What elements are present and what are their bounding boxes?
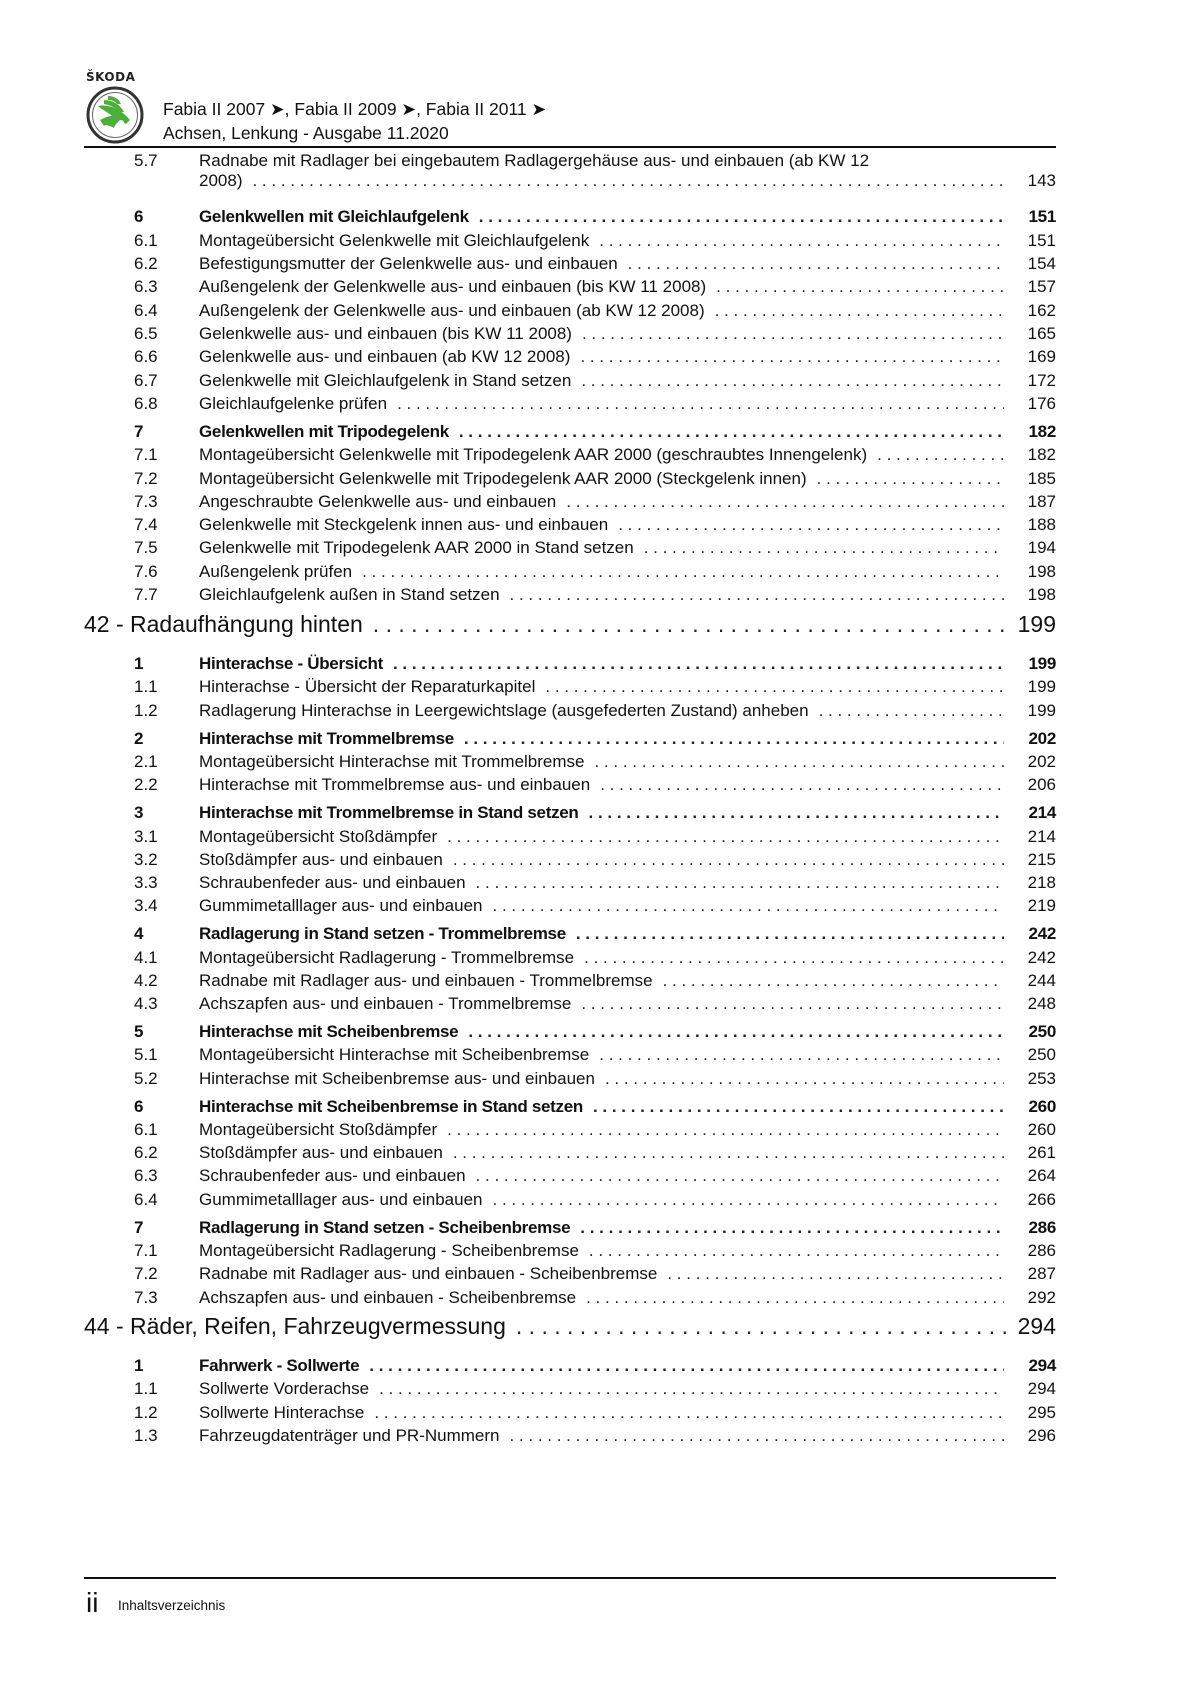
toc-entry-title-wrap — [199, 561, 1056, 583]
dot-leader — [374, 1402, 1004, 1424]
toc-entry-title-wrap — [199, 421, 1056, 443]
toc-entry-title: Befestigungsmutter der Gelenkwelle aus- und einbauen — [199, 253, 628, 275]
toc-entry-title-wrap — [199, 1096, 1056, 1118]
footer-page-number: ii — [86, 1587, 99, 1618]
toc-entry-page: 253 — [1027, 1069, 1056, 1088]
toc-entry-title-wrap — [199, 1189, 1056, 1211]
dot-leader — [476, 872, 1004, 894]
toc-entry-title-wrap — [199, 151, 1056, 192]
toc-entry-title: Gelenkwelle mit Gleichlaufgelenk in Stand setzen — [199, 370, 581, 392]
toc-entry-title: 44 - Räder, Reifen, Fahrzeugvermessung — [84, 1312, 516, 1340]
dot-leader — [509, 1425, 1004, 1447]
toc-entry-title-wrap — [199, 993, 1056, 1015]
toc-entry-number: 7.2 — [134, 1264, 158, 1283]
toc-entry-page: 199 — [1028, 654, 1056, 673]
toc-entry-page: 294 — [1017, 1313, 1056, 1339]
toc-entry-title-wrap — [199, 802, 1056, 824]
toc-entry-page: 260 — [1028, 1097, 1056, 1116]
toc-entry-number: 5 — [134, 1022, 144, 1041]
toc-entry-number: 7.5 — [134, 538, 158, 557]
dot-leader — [545, 676, 1004, 698]
toc-entry-number: 7.3 — [134, 1288, 158, 1307]
toc-entry-number: 6.5 — [134, 324, 158, 343]
toc-entry-number: 6.8 — [134, 394, 158, 413]
dot-leader — [584, 947, 1004, 969]
toc-entry-number: 6.2 — [134, 254, 158, 273]
toc-entry-page: 162 — [1027, 301, 1056, 320]
toc-entry-title: Gummimetalllager aus- und einbauen — [199, 1189, 493, 1211]
toc-entry-page: 215 — [1027, 850, 1056, 869]
toc-entry-page: 214 — [1027, 827, 1056, 846]
toc-entry-page: 185 — [1027, 469, 1056, 488]
toc-entry-page: 264 — [1027, 1166, 1056, 1185]
toc-entry-title: Gelenkwellen mit Gleichlaufgelenk — [199, 206, 479, 228]
toc-entry-page: 151 — [1028, 207, 1056, 226]
toc-entry-title: Gelenkwelle mit Tripodegelenk AAR 2000 in Stand setzen — [199, 537, 644, 559]
dot-leader — [605, 1068, 1004, 1090]
toc-entry-title-wrap — [199, 1287, 1056, 1309]
toc-entry-number: 6 — [134, 1097, 144, 1116]
dot-leader — [644, 537, 1004, 559]
toc-entry-title: Sollwerte Hinterachse — [199, 1402, 374, 1424]
toc-entry-page: 154 — [1027, 254, 1056, 273]
toc-entry-number: 5.1 — [134, 1045, 158, 1064]
toc-entry-title: Radlagerung in Stand setzen - Trommelbremse — [199, 923, 576, 945]
toc-entry-title: Gelenkwellen mit Tripodegelenk — [199, 421, 459, 443]
toc-entry-title-wrap — [199, 468, 1056, 490]
toc-entry-page: 187 — [1027, 492, 1056, 511]
dot-leader — [600, 774, 1004, 796]
toc-entry-title: Gelenkwelle mit Steckgelenk innen aus- und einbauen — [199, 514, 618, 536]
dot-leader — [599, 1044, 1004, 1066]
toc-entry-page: 294 — [1027, 1379, 1056, 1398]
dot-leader — [379, 1378, 1004, 1400]
toc-entry-title: Radnabe mit Radlager aus- und einbauen - Trommelbremse — [199, 970, 663, 992]
toc-entry-title: Hinterachse mit Scheibenbremse in Stand setzen — [199, 1096, 593, 1118]
dot-leader — [877, 444, 1004, 466]
toc-entry-title: Gummimetalllager aus- und einbauen — [199, 895, 493, 917]
document-title: Fabia II 2007 ➤, Fabia II 2009 ➤, Fabia II 2011 ➤ — [163, 99, 547, 119]
toc-entry-page: 260 — [1027, 1120, 1056, 1139]
toc-entry-page: 151 — [1027, 231, 1056, 250]
toc-entry-title-wrap — [199, 323, 1056, 345]
toc-entry-page: 202 — [1028, 729, 1056, 748]
toc-entry-title: Montageübersicht Gelenkwelle mit Tripodegelenk AAR 2000 (geschraubtes Innengelenk) — [199, 444, 877, 466]
toc-entry-title: Montageübersicht Radlagerung - Trommelbremse — [199, 947, 584, 969]
toc-entry-page: 286 — [1027, 1241, 1056, 1260]
toc-entry-title: Schraubenfeder aus- und einbauen — [199, 1165, 476, 1187]
toc-entry-title-wrap — [199, 676, 1056, 698]
toc-entry-number: 6.6 — [134, 347, 158, 366]
toc-entry-number: 6.3 — [134, 277, 158, 296]
toc-entry-page: 198 — [1027, 585, 1056, 604]
toc-entry-title-wrap — [199, 1355, 1056, 1377]
dot-leader — [252, 170, 1004, 192]
toc-entry-title: 42 - Radaufhängung hinten — [84, 610, 373, 638]
toc-entry-number: 7.1 — [134, 1241, 158, 1260]
toc-entry-title: Außengelenk der Gelenkwelle aus- und einbauen (bis KW 11 2008) — [199, 276, 716, 298]
dot-leader — [453, 849, 1004, 871]
dot-leader — [476, 1165, 1004, 1187]
toc-entry-title-wrap — [199, 774, 1056, 796]
toc-entry-title-wrap — [199, 393, 1056, 415]
toc-entry-title: Hinterachse mit Trommelbremse aus- und einbauen — [199, 774, 600, 796]
toc-entry-page: 250 — [1027, 1045, 1056, 1064]
toc-entry-page: 266 — [1027, 1190, 1056, 1209]
toc-entry-title-wrap — [199, 491, 1056, 513]
toc-entry-number: 6 — [134, 207, 144, 226]
toc-entry-number: 3.4 — [134, 896, 158, 915]
toc-entry-title-wrap — [199, 923, 1056, 945]
dot-leader — [594, 751, 1004, 773]
dot-leader — [663, 970, 1004, 992]
toc-entry-page: 218 — [1027, 873, 1056, 892]
toc-entry-title-wrap — [199, 206, 1056, 228]
dot-leader — [580, 346, 1004, 368]
dot-leader — [362, 561, 1004, 583]
toc-entry-page: 202 — [1027, 752, 1056, 771]
toc-entry-title: Montageübersicht Hinterachse mit Trommelbremse — [199, 751, 594, 773]
dot-leader — [516, 1312, 1006, 1340]
toc-entry-title-wrap — [199, 1425, 1056, 1447]
toc-entry-page: 199 — [1027, 677, 1056, 696]
toc-entry-number: 1.1 — [134, 677, 158, 696]
dot-leader — [586, 1287, 1004, 1309]
toc-entry-title-wrap — [199, 700, 1056, 722]
toc-entry-number: 1.1 — [134, 1379, 158, 1398]
toc-entry-page: 244 — [1027, 971, 1056, 990]
toc-entry-title-wrap — [199, 346, 1056, 368]
dot-leader — [667, 1263, 1004, 1285]
toc-entry-title-wrap — [199, 895, 1056, 917]
toc-entry-number: 7.6 — [134, 562, 158, 581]
dot-leader — [493, 1189, 1005, 1211]
dot-leader — [510, 584, 1004, 606]
toc-entry-page: 248 — [1027, 994, 1056, 1013]
toc-entry-page: 182 — [1027, 445, 1056, 464]
toc-entry-page: 292 — [1027, 1288, 1056, 1307]
toc-entry-title-wrap — [199, 1217, 1056, 1239]
dot-leader — [576, 923, 1004, 945]
dot-leader — [589, 802, 1004, 824]
toc-entry-page: 172 — [1027, 371, 1056, 390]
toc-entry-title: Montageübersicht Stoßdämpfer — [199, 1119, 447, 1141]
toc-entry-title-continuation: 2008) — [199, 170, 252, 192]
dot-leader — [716, 276, 1004, 298]
header-divider — [84, 146, 1056, 148]
toc-entry-page: 199 — [1027, 701, 1056, 720]
toc-entry-title-wrap — [199, 1142, 1056, 1164]
toc-entry-title-wrap — [199, 514, 1056, 536]
toc-entry-number: 1.3 — [134, 1426, 158, 1445]
toc-entry-title-wrap — [199, 1165, 1056, 1187]
toc-entry-page: 176 — [1027, 394, 1056, 413]
toc-entry-number: 7.3 — [134, 492, 158, 511]
toc-entry-title: Gelenkwelle aus- und einbauen (ab KW 12 2008) — [199, 346, 580, 368]
dot-leader — [618, 514, 1004, 536]
dot-leader — [628, 253, 1004, 275]
toc-entry-title-wrap — [199, 872, 1056, 894]
toc-entry-title-wrap — [84, 610, 1056, 638]
toc-entry-title-wrap — [199, 253, 1056, 275]
dot-leader — [581, 993, 1004, 1015]
toc-entry-number: 4.2 — [134, 971, 158, 990]
toc-entry-page: 295 — [1027, 1403, 1056, 1422]
toc-entry-number: 7.7 — [134, 585, 158, 604]
toc-entry-number: 2 — [134, 729, 144, 748]
toc-entry-title-wrap — [199, 1240, 1056, 1262]
toc-entry-page: 250 — [1028, 1022, 1056, 1041]
toc-entry-title: Hinterachse mit Scheibenbremse aus- und einbauen — [199, 1068, 605, 1090]
toc-entry-number: 1 — [134, 654, 144, 673]
toc-entry-title-wrap — [199, 947, 1056, 969]
dot-leader — [373, 610, 1006, 638]
dot-leader — [397, 393, 1004, 415]
dot-leader — [582, 323, 1004, 345]
toc-entry-number: 6.3 — [134, 1166, 158, 1185]
toc-entry-page: 286 — [1028, 1218, 1056, 1237]
toc-entry-title-wrap — [199, 1402, 1056, 1424]
brand-wordmark: ŠKODA — [86, 70, 136, 84]
toc-entry-number: 6.1 — [134, 231, 158, 250]
toc-entry-number: 5.2 — [134, 1069, 158, 1088]
dot-leader — [580, 1217, 1004, 1239]
toc-entry-number: 1.2 — [134, 701, 158, 720]
toc-entry-page: 165 — [1027, 324, 1056, 343]
toc-entry-number: 3.3 — [134, 873, 158, 892]
toc-entry-page: 219 — [1027, 896, 1056, 915]
dot-leader — [393, 653, 1004, 675]
toc-entry-page: 199 — [1017, 611, 1056, 637]
toc-entry-title-wrap — [199, 751, 1056, 773]
toc-entry-title: Montageübersicht Radlagerung - Scheibenbremse — [199, 1240, 589, 1262]
toc-entry-page: 169 — [1027, 347, 1056, 366]
toc-entry-number: 2.2 — [134, 775, 158, 794]
toc-entry-title: Montageübersicht Gelenkwelle mit Tripodegelenk AAR 2000 (Steckgelenk innen) — [199, 468, 817, 490]
toc-entry-title: Montageübersicht Gelenkwelle mit Gleichlaufgelenk — [199, 230, 599, 252]
toc-entry-number: 1 — [134, 1356, 144, 1375]
toc-entry-title: Achszapfen aus- und einbauen - Trommelbremse — [199, 993, 581, 1015]
toc-entry-title: Hinterachse - Übersicht der Reparaturkapitel — [199, 676, 545, 698]
toc-entry-number: 3 — [134, 803, 144, 822]
toc-entry-title-wrap — [199, 1378, 1056, 1400]
toc-entry-number: 3.1 — [134, 827, 158, 846]
toc-entry-title-wrap — [199, 826, 1056, 848]
toc-entry-title: Hinterachse mit Trommelbremse — [199, 728, 464, 750]
toc-entry-title-wrap — [199, 1119, 1056, 1141]
toc-entry-page: 188 — [1027, 515, 1056, 534]
toc-entry-number: 4 — [134, 924, 144, 943]
toc-entry-title-wrap — [199, 444, 1056, 466]
toc-entry-number: 7 — [134, 1218, 144, 1237]
toc-entry-page: 296 — [1027, 1426, 1056, 1445]
toc-entry-number: 5.7 — [134, 151, 158, 170]
toc-entry-number: 7.1 — [134, 445, 158, 464]
toc-entry-page: 206 — [1027, 775, 1056, 794]
toc-entry-page: 198 — [1027, 562, 1056, 581]
toc-entry-page: 194 — [1027, 538, 1056, 557]
toc-entry-title-wrap — [199, 584, 1056, 606]
toc-entry-title-wrap — [199, 1044, 1056, 1066]
toc-entry-title-wrap — [199, 370, 1056, 392]
toc-entry-title-wrap — [199, 849, 1056, 871]
toc-entry-title: Gleichlaufgelenke prüfen — [199, 393, 397, 415]
dot-leader — [447, 826, 1004, 848]
toc-entry-title: Hinterachse mit Trommelbremse in Stand setzen — [199, 802, 589, 824]
toc-entry-title: Schraubenfeder aus- und einbauen — [199, 872, 476, 894]
toc-entry-title-wrap — [199, 300, 1056, 322]
dot-leader — [581, 370, 1004, 392]
toc-entry-page: 214 — [1028, 803, 1056, 822]
dot-leader — [819, 700, 1004, 722]
dot-leader — [599, 230, 1004, 252]
toc-entry-title-wrap — [199, 230, 1056, 252]
toc-entry-title-wrap — [199, 728, 1056, 750]
dot-leader — [468, 1021, 1004, 1043]
toc-entry-page: 287 — [1027, 1264, 1056, 1283]
toc-entry-title: Montageübersicht Hinterachse mit Scheibenbremse — [199, 1044, 599, 1066]
dot-leader — [493, 895, 1005, 917]
toc-entry-number: 1.2 — [134, 1403, 158, 1422]
toc-entry-title-wrap — [199, 970, 1056, 992]
toc-entry-title: Angeschraubte Gelenkwelle aus- und einbauen — [199, 491, 566, 513]
toc-entry-page: 157 — [1027, 277, 1056, 296]
toc-entry-title: Hinterachse - Übersicht — [199, 653, 393, 675]
toc-entry-number: 2.1 — [134, 752, 158, 771]
toc-entry-number: 6.1 — [134, 1120, 158, 1139]
toc-entry-title: Stoßdämpfer aus- und einbauen — [199, 849, 453, 871]
toc-entry-number: 7 — [134, 422, 144, 441]
toc-entry-number: 7.4 — [134, 515, 158, 534]
toc-entry-number: 4.3 — [134, 994, 158, 1013]
footer-divider — [84, 1577, 1056, 1579]
toc-entry-title: Sollwerte Vorderachse — [199, 1378, 379, 1400]
skoda-logo-icon — [86, 86, 144, 144]
dot-leader — [464, 728, 1004, 750]
toc-entry-title: Fahrwerk - Sollwerte — [199, 1355, 369, 1377]
dot-leader — [589, 1240, 1004, 1262]
toc-entry-title: Hinterachse mit Scheibenbremse — [199, 1021, 468, 1043]
toc-entry-number: 6.4 — [134, 301, 158, 320]
dot-leader — [817, 468, 1004, 490]
toc-entry-page: 182 — [1028, 422, 1056, 441]
toc-entry-title: Montageübersicht Stoßdämpfer — [199, 826, 447, 848]
dot-leader — [369, 1355, 1004, 1377]
toc-entry-title: Außengelenk prüfen — [199, 561, 362, 583]
dot-leader — [459, 421, 1004, 443]
footer-section-label: Inhaltsverzeichnis — [118, 1598, 226, 1613]
toc-entry-title: Radnabe mit Radlager aus- und einbauen - Scheibenbremse — [199, 1263, 667, 1285]
toc-entry-title: Radnabe mit Radlager bei eingebautem Radlagergehäuse aus- und einbauen (ab KW 12 — [199, 151, 870, 170]
document-subtitle: Achsen, Lenkung - Ausgabe 11.2020 — [163, 123, 449, 143]
toc-entry-title-wrap — [84, 1312, 1056, 1340]
dot-leader — [447, 1119, 1004, 1141]
toc-entry-title: Gleichlaufgelenk außen in Stand setzen — [199, 584, 510, 606]
toc-entry-number: 6.2 — [134, 1143, 158, 1162]
toc-entry-number: 6.7 — [134, 371, 158, 390]
toc-entry-title: Fahrzeugdatenträger und PR-Nummern — [199, 1425, 509, 1447]
dot-leader — [715, 300, 1004, 322]
toc-entry-title-wrap — [199, 1263, 1056, 1285]
toc-entry-title-wrap — [199, 653, 1056, 675]
dot-leader — [479, 206, 1004, 228]
toc-entry-number: 3.2 — [134, 850, 158, 869]
toc-entry-title: Gelenkwelle aus- und einbauen (bis KW 11 2008) — [199, 323, 582, 345]
toc-entry-title-wrap — [199, 276, 1056, 298]
toc-entry-number: 7.2 — [134, 469, 158, 488]
toc-entry-page: 242 — [1027, 948, 1056, 967]
toc-entry-number: 6.4 — [134, 1190, 158, 1209]
toc-entry-title: Radlagerung in Stand setzen - Scheibenbremse — [199, 1217, 580, 1239]
toc-entry-page: 261 — [1027, 1143, 1056, 1162]
toc-entry-title: Achszapfen aus- und einbauen - Scheibenbremse — [199, 1287, 586, 1309]
toc-entry-number: 4.1 — [134, 948, 158, 967]
toc-entry-page: 143 — [1027, 171, 1056, 190]
toc-entry-title-wrap — [199, 1068, 1056, 1090]
toc-entry-title: Radlagerung Hinterachse in Leergewichtslage (ausgefederten Zustand) anheben — [199, 700, 819, 722]
dot-leader — [593, 1096, 1004, 1118]
toc-entry-title: Stoßdämpfer aus- und einbauen — [199, 1142, 453, 1164]
toc-entry-title: Außengelenk der Gelenkwelle aus- und einbauen (ab KW 12 2008) — [199, 300, 715, 322]
dot-leader — [566, 491, 1004, 513]
toc-entry-title-wrap — [199, 1021, 1056, 1043]
toc-entry-page: 242 — [1028, 924, 1056, 943]
toc-entry-page: 294 — [1028, 1356, 1056, 1375]
dot-leader — [453, 1142, 1004, 1164]
toc-entry-title-wrap — [199, 537, 1056, 559]
